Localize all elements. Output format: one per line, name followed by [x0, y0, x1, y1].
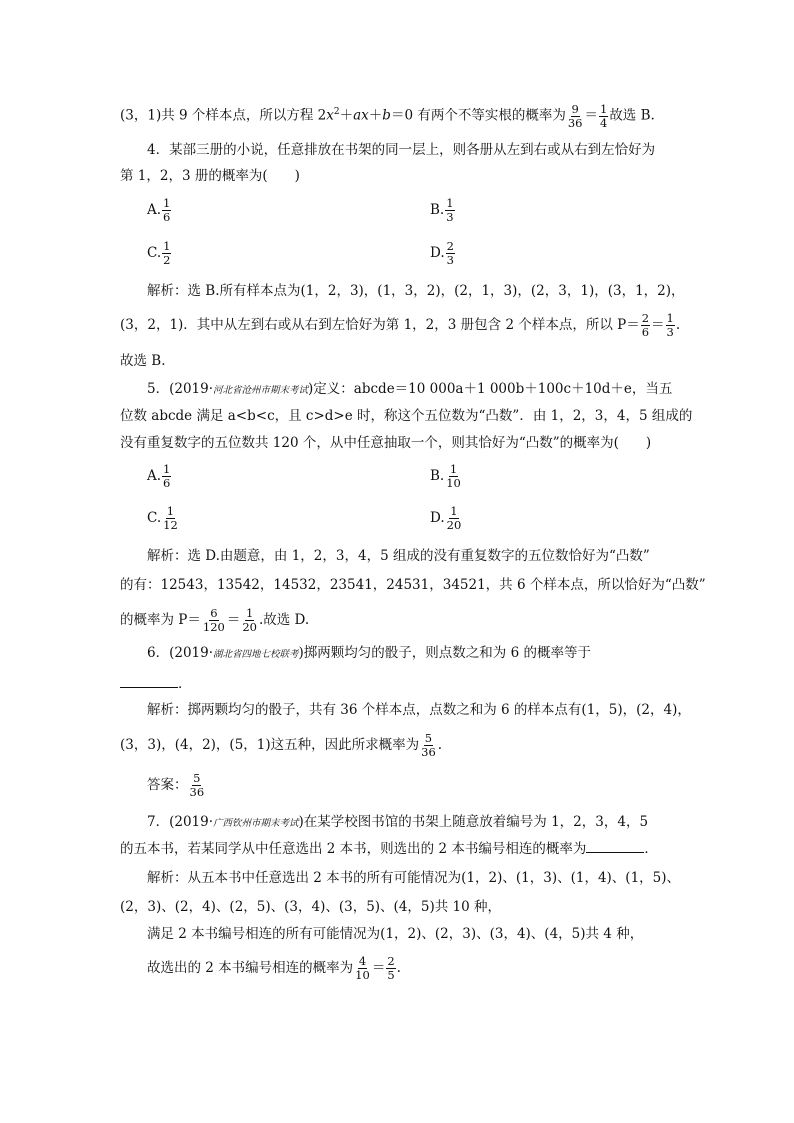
- numerator: 9: [571, 101, 579, 116]
- q6-solution-line1: 解析：掷两颗均匀的骰子，共有 36 个样本点，点数之和为 6 的样本点有(1，5)，(2，4)，: [147, 702, 691, 718]
- denominator: 12: [163, 518, 178, 532]
- var-ax: ax: [353, 107, 369, 124]
- q4-choice-a[interactable]: [147, 197, 172, 224]
- text: ＝0 有两个不等实根的概率为: [390, 107, 566, 124]
- denominator: 36: [189, 785, 205, 799]
- fraction: [162, 197, 171, 224]
- numerator: 5: [424, 731, 433, 745]
- answer-blank[interactable]: [120, 673, 178, 688]
- text: (3，1)共 9 个样本点，所以方程 2: [120, 107, 327, 124]
- fraction: [641, 312, 650, 339]
- q4-choice-d[interactable]: [430, 240, 456, 267]
- choice-label: D.: [430, 510, 445, 526]
- answer-label: 答案：: [147, 777, 188, 793]
- q5-solution-line3: [120, 607, 309, 634]
- source-tag: 河北省沧州市期末考试: [213, 385, 309, 396]
- fraction: [162, 505, 179, 532]
- fraction: [420, 732, 437, 759]
- text: 故选出的 2 本书编号相连的概率为: [147, 960, 354, 976]
- exponent: 2: [333, 107, 340, 117]
- text: ＝: [226, 612, 241, 628]
- choice-label: B.: [430, 468, 445, 484]
- text: ＝: [371, 960, 386, 976]
- q4-solution-line1: 解析：选 B.所有样本点为(1，2，3)，(1，3，2)，(2，1，3)，(2，3，1)，(3，1，2)，: [147, 283, 685, 299]
- q7-solution-line1: 解析：从五本书中任意选出 2 本书的所有可能情况为(1，2)、(1，3)、(1，4)、(1，5)、: [147, 870, 681, 886]
- numerator: 1: [163, 462, 171, 476]
- numerator: 2: [641, 311, 650, 325]
- numerator: 2: [387, 954, 395, 968]
- text: 6．(2019·: [147, 645, 214, 661]
- q4-stem-line2: 第 1，2，3 册的概率为( ): [120, 168, 300, 184]
- q5-stem-line1: [147, 379, 672, 401]
- fraction: [666, 312, 675, 339]
- source-tag: 广西钦州市期末考试: [213, 818, 299, 829]
- numerator: 1: [450, 504, 458, 518]
- fraction: [386, 955, 395, 982]
- numerator: 1: [449, 462, 458, 476]
- denominator: 6: [641, 325, 650, 339]
- choice-label: B.: [430, 202, 445, 218]
- choice-label: A.: [147, 202, 162, 218]
- text: 的概率为 P＝: [120, 612, 201, 628]
- denominator: 3: [446, 253, 454, 267]
- q6-answer: [147, 772, 206, 799]
- text: 7．(2019·: [147, 814, 214, 830]
- denominator: 20: [242, 620, 257, 634]
- fraction: [241, 607, 258, 634]
- q4-solution-line2: [120, 312, 680, 339]
- text: ．: [178, 676, 192, 692]
- denominator: 20: [446, 518, 462, 532]
- q7-solution-line2: (2，3)、(2，4)、(2，5)、(3，4)、(3，5)、(4，5)共 10 种，: [120, 899, 502, 915]
- var-x: x: [326, 107, 334, 124]
- denominator: 3: [446, 210, 454, 224]
- fraction: [202, 607, 226, 634]
- q4-choice-c[interactable]: [147, 240, 172, 267]
- numerator: 6: [210, 606, 218, 620]
- q7-stem-line1: [147, 812, 648, 834]
- text: (3，2，1)．其中从左到右或从右到左恰好为第 1，2，3 册包含 2 个样本点，所以 P＝: [120, 317, 640, 333]
- denominator: 120: [202, 620, 225, 634]
- numerator: 1: [166, 504, 175, 518]
- fraction: [445, 197, 454, 224]
- q5-choice-a[interactable]: [147, 463, 172, 490]
- text: ＋: [339, 107, 354, 124]
- text: ＝: [651, 317, 665, 333]
- denominator: 10: [355, 968, 370, 982]
- text: 故选 B.: [609, 107, 655, 124]
- q4-stem-line1: 4．某部三册的小说，任意排放在书架的同一层上，则各册从左到右或从右到左恰好为: [147, 142, 656, 158]
- q5-choice-d[interactable]: [430, 505, 463, 532]
- q5-stem-line3: 没有重复数字的五位数共 120 个，从中任意抽取一个，则其恰好为“凸数”的概率为( ): [120, 435, 652, 451]
- fraction: [599, 103, 608, 130]
- var-b: b: [382, 107, 391, 124]
- choice-label: C.: [147, 510, 162, 526]
- q5-choice-b[interactable]: [430, 463, 463, 490]
- q6-stem-line1: [147, 643, 591, 665]
- answer-blank[interactable]: [586, 838, 644, 853]
- text: .: [396, 960, 401, 976]
- q5-stem-line2: 位数 abcde 满足 a<b<c，且 c>d>e 时，称这个五位数为“凸数”．由 1，2，3，4，5 组成的: [120, 408, 693, 424]
- q5-solution-line2: 的有：12543，13542，14532，23541，24531，34521，共 6 个样本点，所以恰好为“凸数”: [120, 577, 706, 593]
- text: )掷两颗均匀的骰子，则点数之和为 6 的概率等于: [298, 645, 591, 661]
- numerator: 4: [358, 954, 367, 968]
- denominator: 6: [163, 476, 171, 490]
- choice-label: D.: [430, 245, 445, 261]
- denominator: 4: [599, 115, 608, 130]
- denominator: 5: [387, 968, 395, 982]
- q7-solution-line3: 满足 2 本书编号相连的所有可能情况为(1，2)、(2，3)、(3，4)、(4，5)共 4 种，: [147, 926, 644, 942]
- text: ＋: [368, 107, 383, 124]
- q4-solution-line3: 故选 B.: [120, 353, 166, 369]
- fraction: [446, 240, 455, 267]
- q3-conclusion-line: [120, 102, 655, 130]
- text: )定义：abcde＝10 000a＋1 000b＋100c＋10d＋e，当五: [308, 381, 673, 397]
- choice-label: A.: [147, 468, 162, 484]
- text: ＝: [584, 107, 598, 124]
- numerator: 1: [163, 196, 171, 210]
- text: 的五本书，若某同学从中任意选出 2 本书，则选出的 2 本书编号相连的概率为: [120, 841, 587, 857]
- numerator: 2: [446, 239, 454, 253]
- text: ．: [644, 841, 658, 857]
- fraction: [445, 463, 462, 490]
- fraction: [446, 505, 463, 532]
- fraction: [189, 772, 206, 799]
- numerator: 1: [666, 311, 674, 325]
- denominator: 36: [421, 745, 436, 759]
- text: .: [437, 737, 443, 753]
- numerator: 5: [193, 771, 201, 785]
- fraction: [162, 463, 171, 490]
- text: .故选 D.: [258, 612, 310, 628]
- denominator: 2: [163, 253, 171, 267]
- text: (3，3)，(4，2)，(5，1)这五种，因此所求概率为: [120, 737, 420, 753]
- numerator: 1: [446, 196, 454, 210]
- q5-solution-line1: 解析：选 D.由题意，由 1，2，3，4，5 组成的没有重复数字的五位数恰好为“凸数”: [147, 548, 650, 564]
- fraction: [567, 103, 584, 130]
- text: 5．(2019·: [147, 381, 214, 397]
- choice-label: C.: [147, 245, 162, 261]
- denominator: 3: [666, 325, 674, 339]
- denominator: 10: [446, 476, 461, 490]
- q7-solution-line4: [147, 955, 401, 982]
- fraction: [162, 240, 171, 267]
- q7-stem-line2: [120, 838, 658, 859]
- q5-choice-c[interactable]: [147, 505, 180, 532]
- q4-choice-b[interactable]: [430, 197, 456, 224]
- text: .: [675, 317, 681, 333]
- denominator: 36: [567, 115, 583, 130]
- numerator: 1: [599, 101, 608, 116]
- source-tag: 湖北省四地七校联考: [213, 649, 299, 660]
- numerator: 1: [245, 606, 254, 620]
- fraction: [354, 955, 371, 982]
- numerator: 1: [163, 239, 171, 253]
- q6-stem-line2: [120, 673, 192, 694]
- denominator: 6: [163, 210, 171, 224]
- q6-solution-line2: [120, 732, 442, 759]
- text: )在某学校图书馆的书架上随意放着编号为 1，2，3，4，5: [298, 814, 649, 830]
